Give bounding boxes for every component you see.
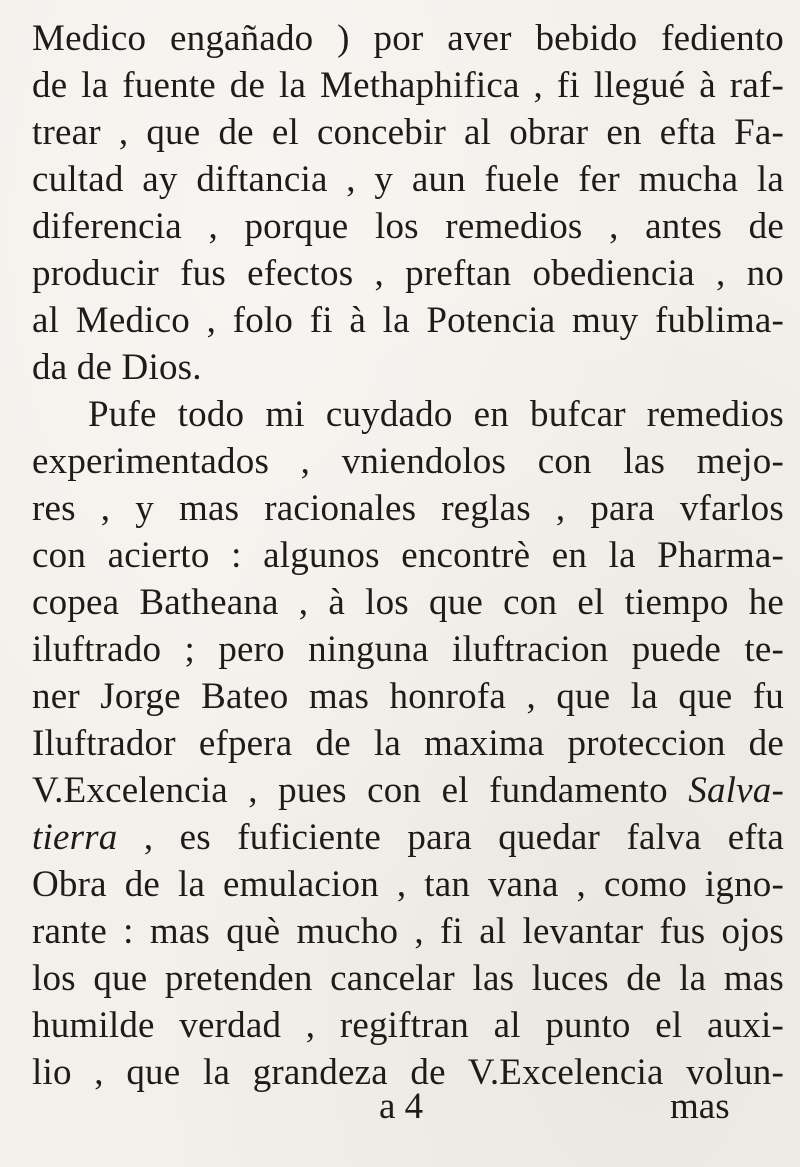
text-line: al Medico , folo fi à la Potencia muy fublima- bbox=[32, 300, 784, 341]
text-line: los que pretenden cancelar las luces de la mas bbox=[32, 958, 784, 999]
italic-name-segment: Salva- bbox=[688, 770, 785, 811]
text-line: copea Batheana , à los que con el tiempo he bbox=[32, 582, 784, 623]
text-line-with-italic bbox=[32, 768, 784, 814]
text-line: trear , que de el concebir al obrar en efta Fa- bbox=[32, 112, 784, 153]
text-line: Iluftrador efpera de la maxima proteccion de bbox=[32, 723, 784, 764]
text-line: experimentados , vniendolos con las mejo- bbox=[32, 441, 784, 482]
text-line: con acierto : algunos encontrè en la Pharma- bbox=[32, 535, 784, 576]
text-line: ner Jorge Bateo mas honrofa , que la que fu bbox=[32, 676, 784, 717]
text-line: Medico engañado ) por aver bebido fediento bbox=[32, 18, 784, 59]
text-line: cultad ay diftancia , y aun fuele fer mucha la bbox=[32, 159, 784, 200]
signature-mark: a 4 bbox=[379, 1086, 424, 1127]
text-line: producir fus efectos , preftan obediencia , no bbox=[32, 253, 784, 294]
text-line-with-italic bbox=[32, 815, 784, 861]
text-line: diferencia , porque los remedios , antes de bbox=[32, 206, 784, 247]
text-line: de la fuente de la Methaphifica , fi llegué à raf- bbox=[32, 65, 784, 106]
catchword: mas bbox=[670, 1086, 730, 1127]
text-segment: V.Excelencia , pues con el fundamento bbox=[32, 770, 668, 811]
text-line: rante : mas què mucho , fi al levantar fus ojos bbox=[32, 911, 784, 952]
page-footer bbox=[0, 1084, 800, 1130]
text-line: humilde verdad , regiftran al punto el auxi- bbox=[32, 1005, 784, 1046]
text-line: da de Dios. bbox=[32, 347, 202, 388]
italic-name-segment: tierra bbox=[32, 817, 118, 858]
text-line: res , y mas racionales reglas , para vfarlos bbox=[32, 488, 784, 529]
text-line: Obra de la emulacion , tan vana , como igno- bbox=[32, 864, 784, 905]
text-line: iluftrado ; pero ninguna iluftracion puede te- bbox=[32, 629, 784, 670]
paragraph-start-line: Pufe todo mi cuydado en bufcar remedios bbox=[88, 394, 784, 435]
text-segment: , es fuficiente para quedar falva efta bbox=[143, 817, 784, 858]
text-line: lio , que la grandeza de V.Excelencia volun- bbox=[32, 1052, 784, 1093]
